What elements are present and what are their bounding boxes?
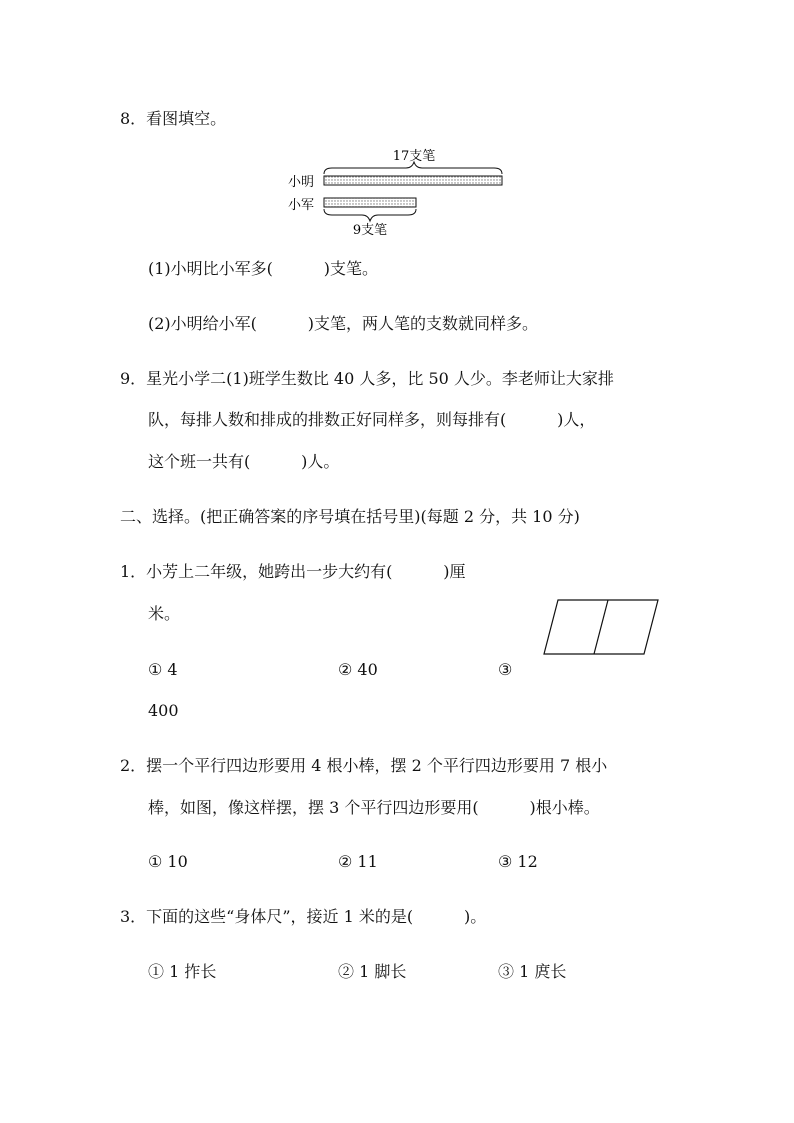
c2-line1: 2．摆一个平行四边形要用 4 根小棒，摆 2 个平行四边形要用 7 根小 [120,756,608,775]
c2-line2: 棒，如图，像这样摆，摆 3 个平行四边形要用( )根小棒。 [148,798,600,817]
c1-opt3: ③ [498,660,513,679]
q8-title: 8．看图填空。 [120,109,227,128]
c2-opt2: ② 11 [338,852,378,871]
q8-sub1: (1)小明比小军多( )支笔。 [148,259,379,278]
c2-opt3: ③ 12 [498,852,538,871]
bar-xiaoming [324,176,502,185]
bar-xiaojun [324,198,416,207]
c1-opt1: ① 4 [148,660,178,679]
c1-line2: 米。 [148,604,181,623]
bottom-label: 9支笔 [352,223,388,238]
two-parallelograms-figure [542,598,662,656]
c3-opt3: ③ 1 庹长 [498,962,567,981]
q9-line2: 队，每排人数和排成的排数正好同样多，则每排有( )人， [148,410,596,429]
c3-opt1: ① 1 拃长 [148,962,217,981]
c3-line1: 3．下面的这些“身体尺”，接近 1 米的是( )。 [120,907,487,926]
q8-sub2: (2)小明给小军( )支笔，两人笔的支数就同样多。 [148,314,539,333]
c2-opt1: ① 10 [148,852,188,871]
bottom-brace [324,209,416,221]
q9-line1: 9．星光小学二(1)班学生数比 40 人多，比 50 人少。李老师让大家排 [120,369,614,388]
c3-opt2: ② 1 脚长 [338,962,407,981]
c1-line1: 1．小芳上二年级，她跨出一步大约有( )厘 [120,562,466,581]
section2-heading: 二、选择。(把正确答案的序号填在括号里)(每题 2 分，共 10 分) [120,507,580,526]
parallelogram-divider [594,600,608,654]
name-xiaojun: 小军 [288,198,315,213]
c1-opt2: ② 40 [338,660,378,679]
q9-line3: 这个班一共有( )人。 [148,452,340,471]
top-label: 17支笔 [392,149,436,164]
name-xiaoming: 小明 [288,175,315,190]
c1-opt3-cont: 400 [148,701,179,720]
comparison-bar-diagram [280,146,520,238]
